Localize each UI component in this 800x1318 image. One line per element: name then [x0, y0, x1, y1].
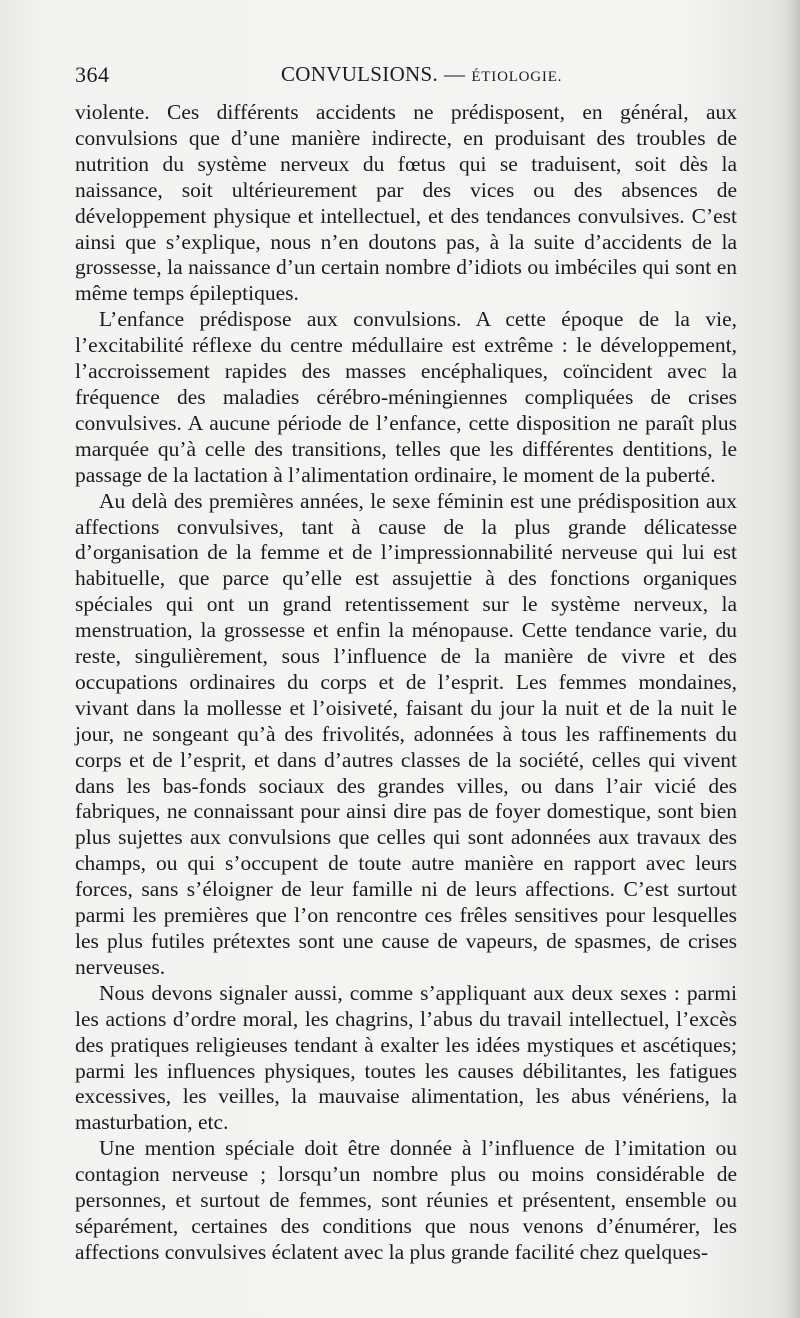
chapter-title [281, 62, 562, 87]
paragraph: Au delà des premières années, le sexe féminin est une prédisposition aux affections convulsives, tant à cause de la plus grande délicatesse d’organisation de la femme et de l’impressionnabilité nerveuse qui lui est habituelle, que parce qu’elle est assujettie à des fonctions organiques spéciales qui ont un grand retentissement sur le système nerveux, la menstruation, la grossesse et enfin la ménopause. Cette tendance varie, du reste, singulièrement, sous l’influence de la manière de vivre et des occupations ordinaires du corps et de l’esprit. Les femmes mondaines, vivant dans la mollesse et l’oisiveté, faisant du jour la nuit et de la nuit le jour, ne songeant qu’à des frivolités, adonnées à tous les raffinements du corps et de l’esprit, et dans d’autres classes de la société, celles qui vivent dans les bas-fonds sociaux des grandes villes, ou dans l’air vicié des fabriques, ne connaissant pour ainsi dire pas de foyer domestique, sont bien plus sujettes aux convulsions que celles qui sont adonnées aux travaux des champs, ou qui s’occupent de toute autre manière en rapport avec leurs forces, sans s’éloigner de leur famille ni de leurs affections. C’est surtout parmi les premières que l’on rencontre ces frêles sensitives pour lesquelles les plus futiles prétextes sont une cause de vapeurs, de spasmes, de crises nerveuses. [75, 488, 737, 979]
running-head [75, 62, 735, 92]
chapter-name: CONVULSIONS. [281, 62, 439, 86]
body-text [75, 100, 737, 1266]
page-edge-shadow [786, 0, 800, 1318]
paragraph: L’enfance prédispose aux convulsions. A cette époque de la vie, l’excitabilité réflexe du centre médullaire est extrême : le développement, l’accroissement rapides des masses encéphaliques, coïncident avec la fréquence des maladies cérébro-méningiennes compliquées de crises convulsives. A aucune période de l’enfance, cette disposition ne paraît plus marquée qu’à celle des transitions, telles que les différentes dentitions, le passage de la lactation à l’alimentation ordinaire, le moment de la puberté. [75, 307, 737, 487]
section-name: ÉTIOLOGIE. [471, 69, 563, 85]
paragraph: violente. Ces différents accidents ne prédisposent, en général, aux convulsions que d’une manière indirecte, en produisant des troubles de nutrition du système nerveux du fœtus qui se traduisent, soit dès la naissance, soit ultérieurement par des vices ou des absences de développement physique et intellectuel, et des tendances convulsives. C’est ainsi que s’explique, nous n’en doutons pas, à la suite d’accidents de la grossesse, la naissance d’un certain nombre d’idiots ou imbéciles qui sont en même temps épileptiques. [75, 100, 737, 306]
page-number: 364 [75, 62, 110, 87]
paragraph: Une mention spéciale doit être donnée à l’influence de l’imitation ou contagion nerveuse ; lorsqu’un nombre plus ou moins considérable de personnes, et surtout de femmes, sont réunies et présentent, ensemble ou séparément, certaines des conditions que nous venons d’énumérer, les affections convulsives éclatent avec la plus grande facilité chez quelques- [75, 1136, 737, 1264]
title-dash: — [444, 62, 466, 86]
paragraph: Nous devons signaler aussi, comme s’appliquant aux deux sexes : parmi les actions d’ordre moral, les chagrins, l’abus du travail intellectuel, l’excès des pratiques religieuses tendant à exalter les idées mystiques et ascétiques; parmi les influences physiques, toutes les causes débilitantes, les fatigues excessives, les veilles, la mauvaise alimentation, les abus vénériens, la masturbation, etc. [75, 980, 737, 1135]
